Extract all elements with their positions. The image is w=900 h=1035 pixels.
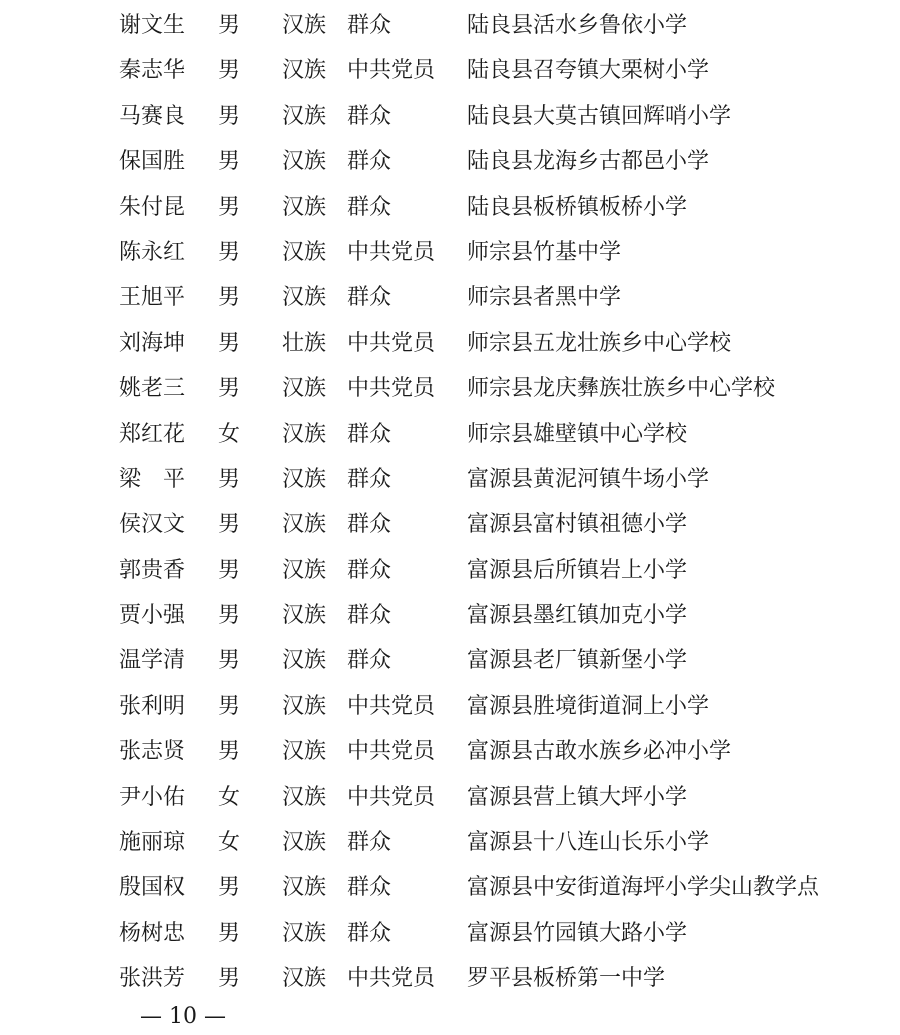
person-ethnicity: 汉族 <box>282 376 327 402</box>
person-gender: 男 <box>218 285 241 311</box>
person-ethnicity: 汉族 <box>282 421 327 447</box>
person-name: 温学清 <box>119 648 186 674</box>
person-school: 富源县古敢水族乡必冲小学 <box>467 739 732 765</box>
roster-row <box>0 140 900 185</box>
person-political-status: 中共党员 <box>347 58 436 84</box>
person-school: 富源县后所镇岩上小学 <box>467 557 688 583</box>
person-school: 陆良县龙海乡古都邑小学 <box>467 149 710 175</box>
person-political-status: 群众 <box>347 421 392 447</box>
roster-row <box>0 912 900 957</box>
person-ethnicity: 汉族 <box>282 966 327 992</box>
person-ethnicity: 壮族 <box>282 330 327 356</box>
roster-row <box>0 458 900 503</box>
roster-row <box>0 549 900 594</box>
person-name: 侯汉文 <box>119 512 186 538</box>
person-ethnicity: 汉族 <box>282 285 327 311</box>
roster-row <box>0 503 900 548</box>
person-ethnicity: 汉族 <box>282 13 327 38</box>
person-name: 张利明 <box>119 693 186 719</box>
person-gender: 男 <box>218 330 241 356</box>
person-gender: 女 <box>218 830 241 856</box>
person-school: 师宗县竹基中学 <box>467 239 622 265</box>
person-political-status: 中共党员 <box>347 330 436 356</box>
roster-row <box>0 49 900 94</box>
person-school: 富源县墨红镇加克小学 <box>467 603 688 629</box>
person-political-status: 群众 <box>347 194 392 220</box>
person-political-status: 群众 <box>347 603 392 629</box>
person-gender: 女 <box>218 421 241 447</box>
person-gender: 男 <box>218 557 241 583</box>
roster-row <box>0 776 900 821</box>
person-gender: 男 <box>218 875 241 901</box>
person-ethnicity: 汉族 <box>282 739 327 765</box>
person-ethnicity: 汉族 <box>282 693 327 719</box>
person-name: 张志贤 <box>119 739 186 765</box>
person-name: 陈永红 <box>119 239 186 265</box>
person-ethnicity: 汉族 <box>282 920 327 946</box>
person-school: 师宗县雄壁镇中心学校 <box>467 421 688 447</box>
person-school: 陆良县召夸镇大栗树小学 <box>467 58 710 84</box>
person-political-status: 中共党员 <box>347 739 436 765</box>
person-gender: 男 <box>218 58 241 84</box>
person-school: 富源县十八连山长乐小学 <box>467 830 710 856</box>
person-gender: 男 <box>218 512 241 538</box>
person-school: 富源县竹园镇大路小学 <box>467 920 688 946</box>
roster-row <box>0 685 900 730</box>
person-political-status: 中共党员 <box>347 966 436 992</box>
person-political-status: 群众 <box>347 103 392 129</box>
person-ethnicity: 汉族 <box>282 512 327 538</box>
person-gender: 女 <box>218 784 241 810</box>
person-ethnicity: 汉族 <box>282 784 327 810</box>
person-gender: 男 <box>218 603 241 629</box>
person-name: 姚老三 <box>119 376 186 402</box>
person-political-status: 中共党员 <box>347 693 436 719</box>
person-name: 刘海坤 <box>119 330 186 356</box>
person-gender: 男 <box>218 103 241 129</box>
person-political-status: 群众 <box>347 830 392 856</box>
roster-row <box>0 866 900 911</box>
person-ethnicity: 汉族 <box>282 58 327 84</box>
person-political-status: 群众 <box>347 13 392 38</box>
person-political-status: 群众 <box>347 285 392 311</box>
person-school: 富源县老厂镇新堡小学 <box>467 648 688 674</box>
person-political-status: 中共党员 <box>347 376 436 402</box>
roster-list <box>0 4 900 1003</box>
person-school: 富源县胜境街道洞上小学 <box>467 693 710 719</box>
person-gender: 男 <box>218 149 241 175</box>
person-ethnicity: 汉族 <box>282 149 327 175</box>
person-gender: 男 <box>218 239 241 265</box>
person-gender: 男 <box>218 13 241 38</box>
roster-row <box>0 231 900 276</box>
person-gender: 男 <box>218 376 241 402</box>
person-political-status: 群众 <box>347 920 392 946</box>
person-name: 郭贵香 <box>119 557 186 583</box>
person-political-status: 群众 <box>347 149 392 175</box>
person-gender: 男 <box>218 966 241 992</box>
person-name: 王旭平 <box>119 285 186 311</box>
roster-row <box>0 594 900 639</box>
person-ethnicity: 汉族 <box>282 103 327 129</box>
person-school: 富源县富村镇祖德小学 <box>467 512 688 538</box>
person-school: 陆良县板桥镇板桥小学 <box>467 194 688 220</box>
roster-row <box>0 4 900 49</box>
person-ethnicity: 汉族 <box>282 648 327 674</box>
person-gender: 男 <box>218 194 241 220</box>
person-ethnicity: 汉族 <box>282 557 327 583</box>
person-name: 施丽琼 <box>119 830 186 856</box>
person-political-status: 群众 <box>347 875 392 901</box>
roster-row <box>0 639 900 684</box>
person-name: 朱付昆 <box>119 194 186 220</box>
person-name: 尹小佑 <box>119 784 186 810</box>
roster-row <box>0 413 900 458</box>
person-name: 郑红花 <box>119 421 186 447</box>
person-gender: 男 <box>218 648 241 674</box>
person-political-status: 群众 <box>347 466 392 492</box>
person-gender: 男 <box>218 693 241 719</box>
roster-row <box>0 322 900 367</box>
person-school: 陆良县大莫古镇回辉哨小学 <box>467 103 732 129</box>
person-school: 师宗县五龙壮族乡中心学校 <box>467 330 732 356</box>
person-name: 梁 平 <box>119 466 186 492</box>
person-school: 富源县营上镇大坪小学 <box>467 784 688 810</box>
person-ethnicity: 汉族 <box>282 603 327 629</box>
roster-row <box>0 730 900 775</box>
page-number: — 10 — <box>140 1004 226 1029</box>
person-name: 秦志华 <box>119 58 186 84</box>
person-political-status: 群众 <box>347 648 392 674</box>
person-gender: 男 <box>218 920 241 946</box>
person-name: 殷国权 <box>119 875 186 901</box>
roster-row <box>0 821 900 866</box>
person-name: 谢文生 <box>119 13 186 38</box>
person-ethnicity: 汉族 <box>282 830 327 856</box>
person-school: 富源县黄泥河镇牛场小学 <box>467 466 710 492</box>
person-name: 贾小强 <box>119 603 186 629</box>
roster-row <box>0 95 900 140</box>
person-ethnicity: 汉族 <box>282 875 327 901</box>
person-name: 马赛良 <box>119 103 186 129</box>
person-ethnicity: 汉族 <box>282 194 327 220</box>
person-school: 师宗县者黑中学 <box>467 285 622 311</box>
person-gender: 男 <box>218 466 241 492</box>
person-gender: 男 <box>218 739 241 765</box>
person-ethnicity: 汉族 <box>282 239 327 265</box>
roster-row <box>0 367 900 412</box>
person-political-status: 群众 <box>347 512 392 538</box>
person-school: 罗平县板桥第一中学 <box>467 966 666 992</box>
person-political-status: 中共党员 <box>347 239 436 265</box>
roster-row <box>0 276 900 321</box>
roster-row <box>0 186 900 231</box>
person-ethnicity: 汉族 <box>282 466 327 492</box>
person-name: 杨树忠 <box>119 920 186 946</box>
person-name: 张洪芳 <box>119 966 186 992</box>
roster-row <box>0 957 900 1002</box>
person-political-status: 群众 <box>347 557 392 583</box>
person-school: 陆良县活水乡鲁依小学 <box>467 13 688 38</box>
person-school: 富源县中安街道海坪小学尖山教学点 <box>467 875 820 901</box>
person-political-status: 中共党员 <box>347 784 436 810</box>
person-name: 保国胜 <box>119 149 186 175</box>
person-school: 师宗县龙庆彝族壮族乡中心学校 <box>467 376 776 402</box>
